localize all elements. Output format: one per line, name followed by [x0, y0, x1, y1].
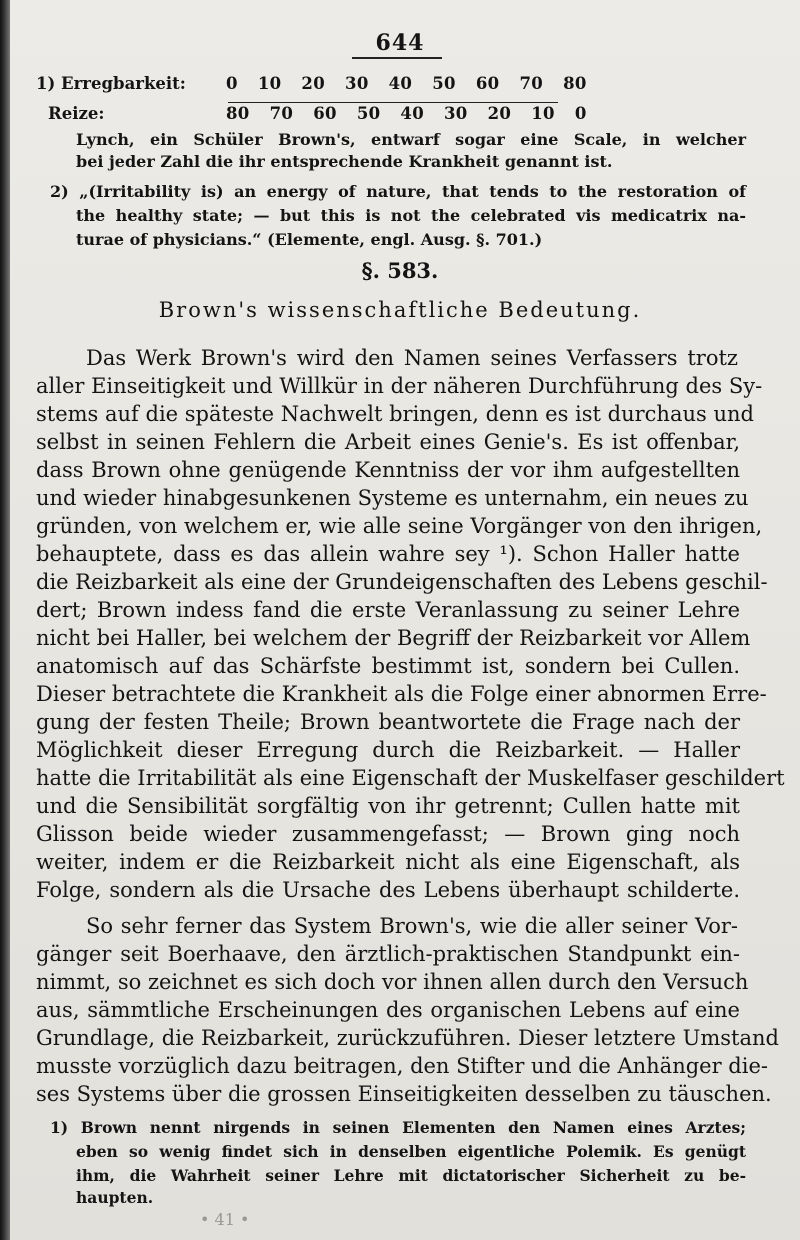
top-note-line: the healthy state; — but this is not the celebrated vis medicatrix na- [76, 206, 746, 225]
footnote-line: eben so wenig findet sich in denselben eigentliche Polemik. Es genügt [76, 1142, 746, 1161]
page-binding-edge [0, 0, 10, 1240]
reize-scale-row [36, 104, 587, 123]
footnote-line: haupten. [76, 1188, 154, 1207]
body-line: dass Brown ohne genügende Kenntniss der vor ihm aufgestellten [36, 458, 740, 482]
body-line: Dieser betrachtete die Krankheit als die Folge einer abnormen Erre- [36, 682, 767, 706]
erregbarkeit-scale-row [36, 74, 587, 93]
body-line: Möglichkeit dieser Erregung durch die Reizbarkeit. — Haller [36, 738, 740, 762]
body-line: Grundlage, die Reizbarkeit, zurückzuführen. Dieser letztere Umstand [36, 1026, 779, 1050]
body-line: anatomisch auf das Schärfste bestimmt ist, sondern bei Cullen. [36, 654, 740, 678]
body-line: und die Sensibilität sorgfältig von ihr getrennt; Cullen hatte mit [36, 794, 740, 818]
footnote-line: ihm, die Wahrheit seiner Lehre mit dictatorischer Sicherheit zu be- [76, 1166, 746, 1185]
body-line: selbst in seinen Fehlern die Arbeit eines Genie's. Es ist offenbar, [36, 430, 740, 454]
body-line: aller Einseitigkeit und Willkür in der näheren Durchführung des Sy- [36, 374, 763, 398]
body-line: gründen, von welchem er, wie alle seine Vorgänger von den ihrigen, [36, 514, 763, 538]
top-note-line: 2) „(Irritability is) an energy of nature, that tends to the restoration of [50, 182, 746, 201]
body-line: Das Werk Brown's wird den Namen seines Verfassers trotz [86, 346, 738, 370]
body-line: und wieder hinabgesunkenen Systeme es unternahm, ein neues zu [36, 486, 749, 510]
scale-divider [228, 102, 558, 103]
body-line: aus, sämmtliche Erscheinungen des organischen Lebens auf eine [36, 998, 740, 1022]
section-number: §. 583. [361, 258, 439, 283]
body-line: gänger seit Boerhaave, den ärztlich-praktischen Standpunkt ein- [36, 942, 740, 966]
body-line: nicht bei Haller, bei welchem der Begriff der Reizbarkeit vor Allem [36, 626, 751, 650]
reize-values: 80 70 60 50 40 30 20 10 0 [226, 104, 587, 123]
body-line: weiter, indem er die Reizbarkeit nicht als eine Eigenschaft, als [36, 850, 740, 874]
body-line: Glisson beide wieder zusammengefasst; — Brown ging noch [36, 822, 740, 846]
body-line: die Reizbarkeit als eine der Grundeigenschaften des Lebens geschil- [36, 570, 768, 594]
body-line: So sehr ferner das System Brown's, wie die aller seiner Vor- [86, 914, 738, 938]
page-number-rule [352, 57, 442, 59]
footnote-line: 1) Brown nennt nirgends in seinen Elementen den Namen eines Arztes; [50, 1118, 746, 1137]
top-note-line: Lynch, ein Schüler Brown's, entwarf sogar eine Scale, in welcher [76, 130, 746, 149]
section-title: Brown's wissenschaftliche Bedeutung. [158, 298, 642, 322]
bleed-through-mark: • 41 • [200, 1210, 250, 1229]
body-line: Folge, sondern als die Ursache des Lebens überhaupt schilderte. [36, 878, 740, 902]
erregbarkeit-label: 1) Erregbarkeit: [36, 74, 186, 93]
body-line: musste vorzüglich dazu beitragen, den Stifter und die Anhänger die- [36, 1054, 768, 1078]
body-line: behauptete, dass es das allein wahre sey ¹). Schon Haller hatte [36, 542, 740, 566]
body-line: ses Systems über die grossen Einseitigkeiten desselben zu täuschen. [36, 1082, 772, 1106]
page-number: 644 [375, 30, 425, 56]
body-line: nimmt, so zeichnet es sich doch vor ihnen allen durch den Versuch [36, 970, 749, 994]
top-note-line: bei jeder Zahl die ihr entsprechende Krankheit genannt ist. [76, 152, 613, 171]
body-line: gung der festen Theile; Brown beantwortete die Frage nach der [36, 710, 740, 734]
body-line: dert; Brown indess fand die erste Veranlassung zu seiner Lehre [36, 598, 740, 622]
top-note-line: turae of physicians.“ (Elemente, engl. Ausg. §. 701.) [76, 230, 543, 249]
erregbarkeit-values: 0 10 20 30 40 50 60 70 80 [226, 74, 587, 93]
body-line: stems auf die späteste Nachwelt bringen, denn es ist durchaus und [36, 402, 754, 426]
body-line: hatte die Irritabilität als eine Eigenschaft der Muskelfaser geschildert [36, 766, 785, 790]
reize-label: Reize: [48, 104, 105, 123]
